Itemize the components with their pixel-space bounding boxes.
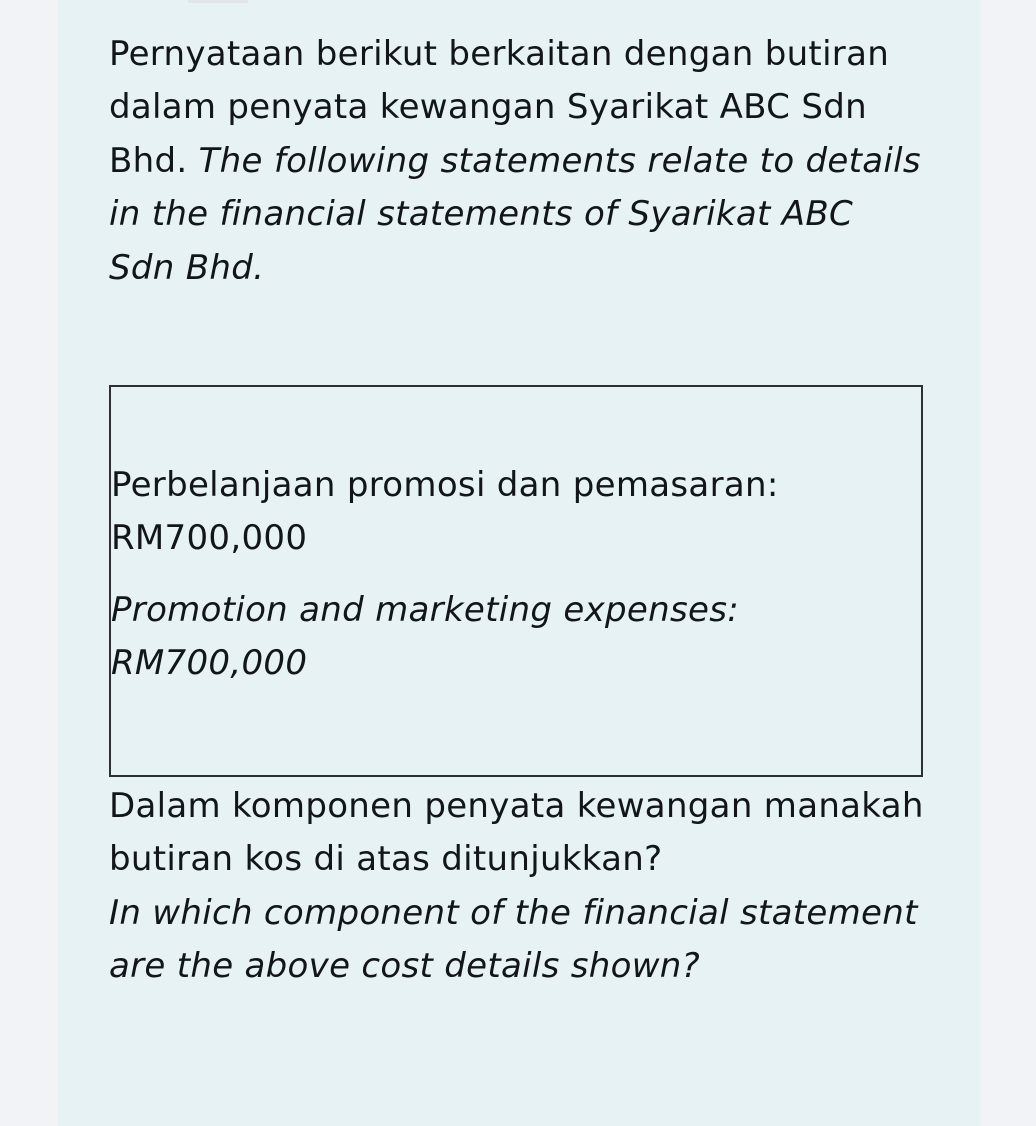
question-card <box>58 0 979 1126</box>
top-divider <box>188 0 248 3</box>
expense-english-label: Promotion and marketing expenses: <box>111 590 739 630</box>
expense-english-value: RM700,000 <box>111 643 308 684</box>
intro-paragraph <box>109 28 924 295</box>
expense-english <box>111 584 739 691</box>
expense-malay <box>111 459 779 566</box>
expense-malay-label: Perbelanjaan promosi dan pemasaran: <box>111 465 779 505</box>
question-malay-text: Dalam komponen penyata kewangan manakah butiran kos di atas ditunjukkan? <box>109 786 924 880</box>
intro-malay-text: Pernyataan berikut berkaitan dengan butiran dalam penyata kewangan Syarikat ABC Sdn Bhd. <box>109 34 890 181</box>
intro-english-text: The following statements relate to details in the financial statements of Syarikat ABC Sdn Bhd. <box>109 140 921 288</box>
expense-malay-value: RM700,000 <box>111 518 308 559</box>
question-english-text: In which component of the financial statement are the above cost details shown? <box>109 892 918 987</box>
question-paragraph <box>109 780 924 994</box>
expense-detail-box <box>109 385 923 777</box>
